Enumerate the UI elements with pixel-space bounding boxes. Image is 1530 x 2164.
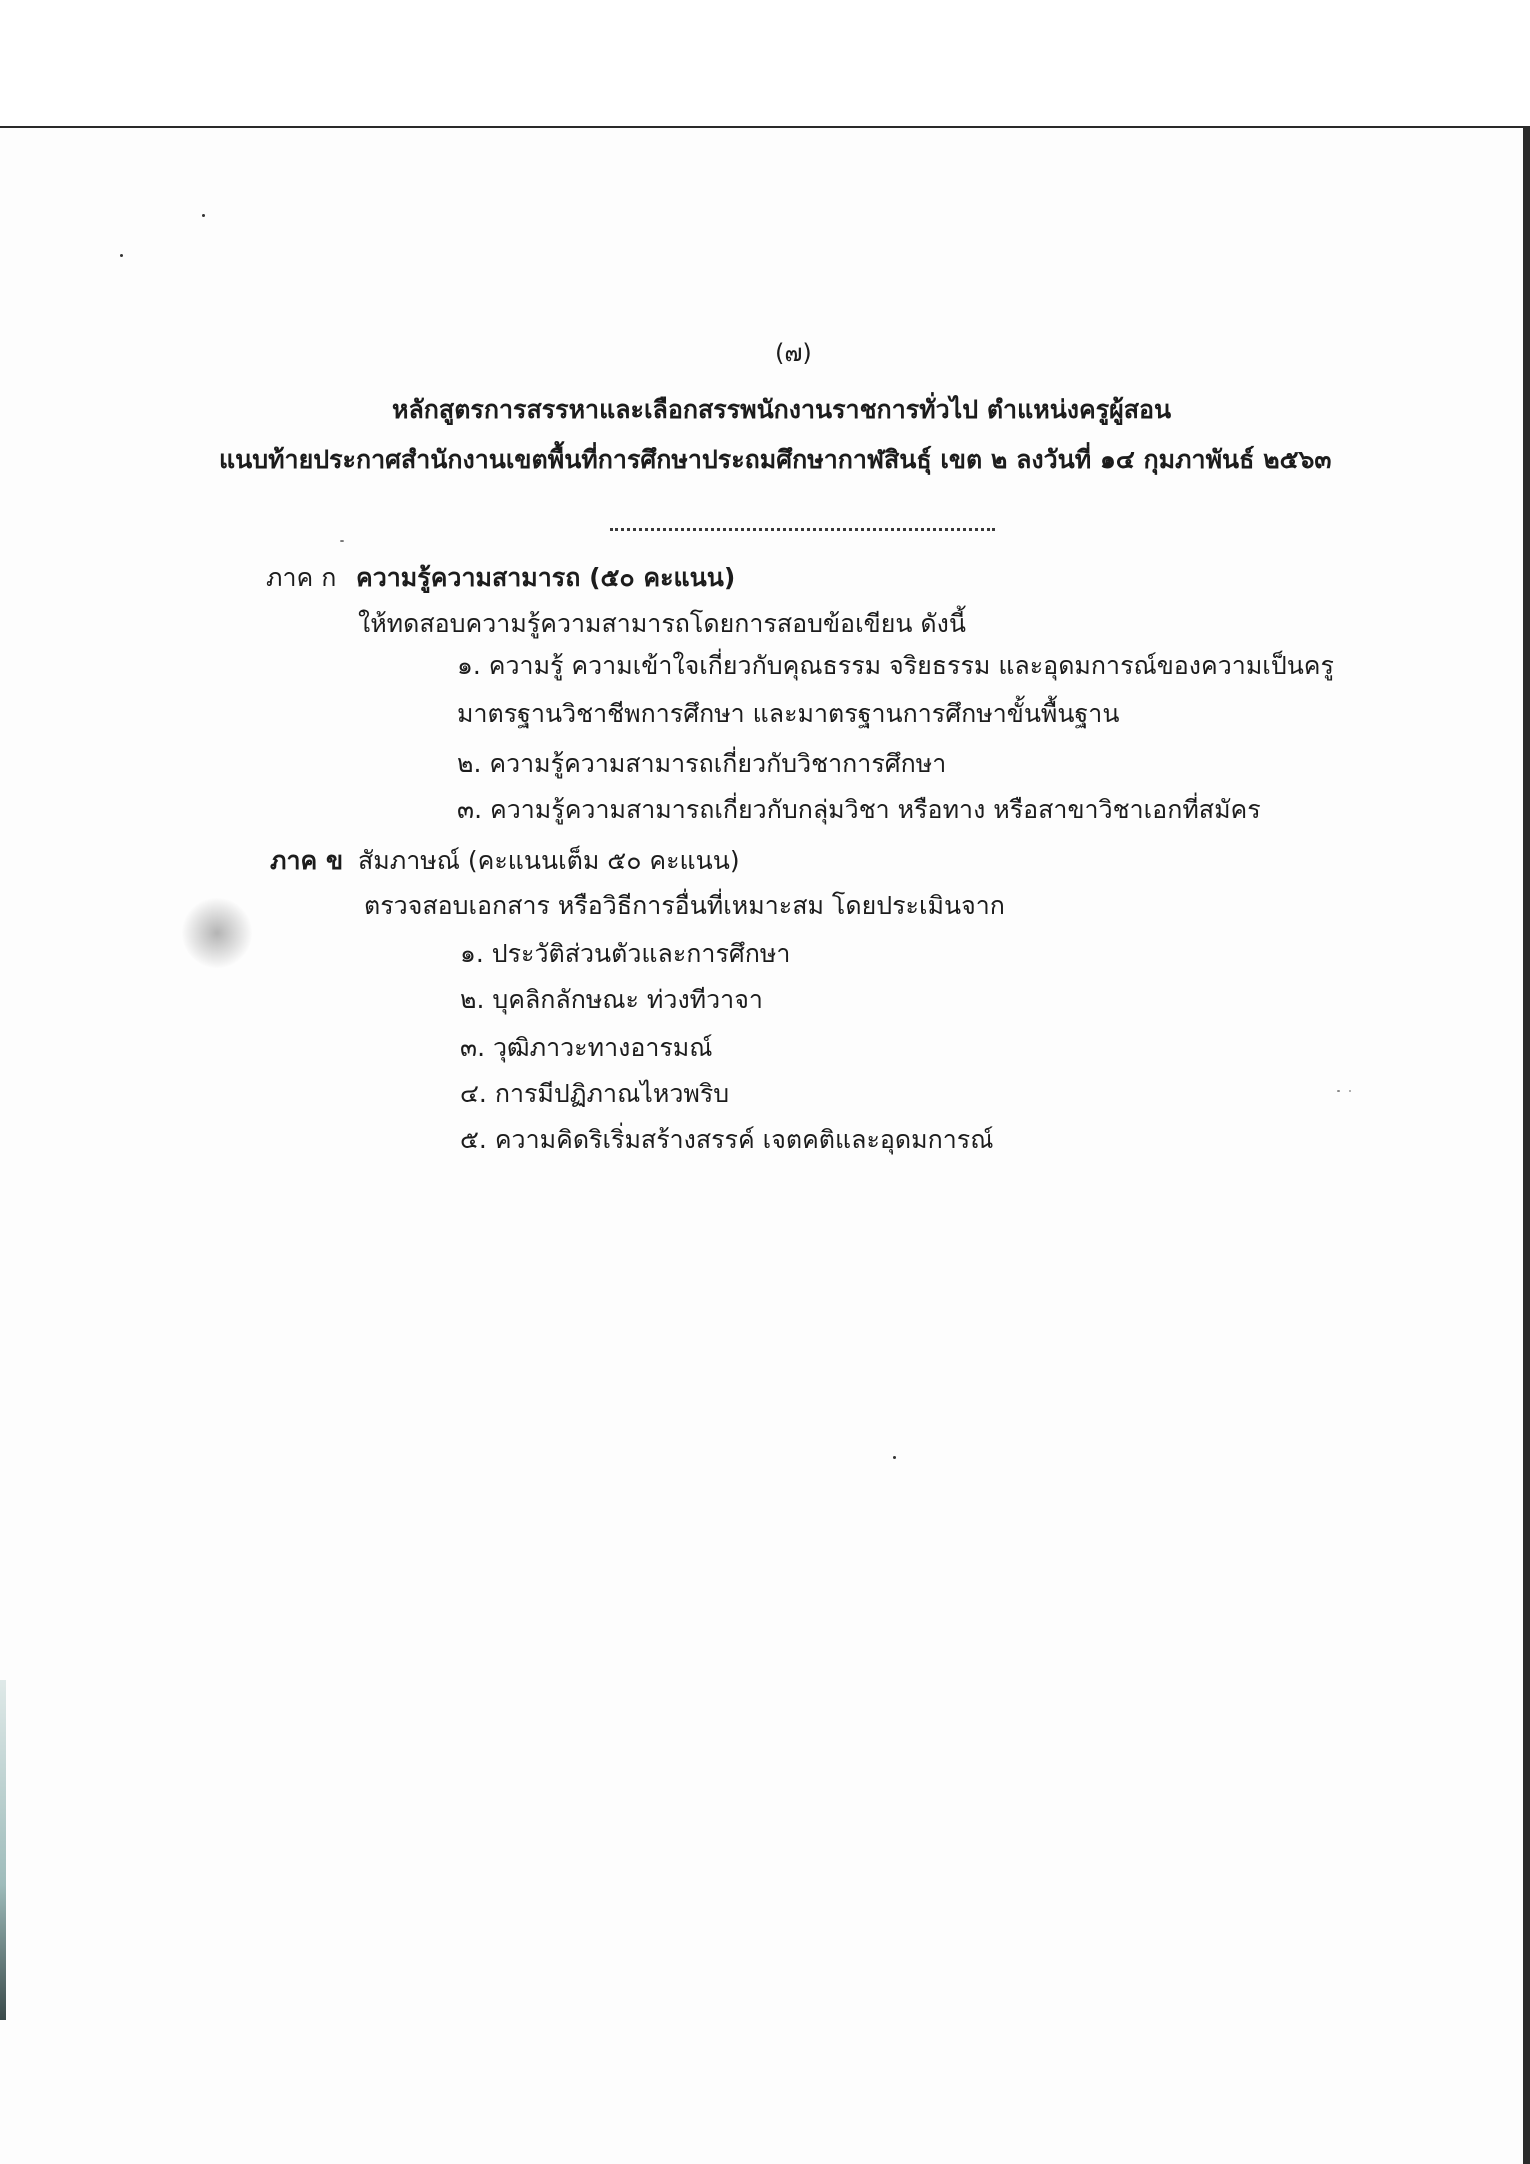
section-a-intro: ให้ทดสอบความรู้ความสามารถโดยการสอบข้อเขียน ดังนี้ (358, 609, 966, 638)
section-a-item-1: ๑. ความรู้ ความเข้าใจเกี่ยวกับคุณธรรม จริยธรรม และอุดมการณ์ของความเป็นครู (457, 651, 1334, 680)
section-b-item-3: ๓. วุฒิภาวะทางอารมณ์ (460, 1033, 713, 1062)
section-a-item-2: ๒. ความรู้ความสามารถเกี่ยวกับวิชาการศึกษา (457, 749, 947, 778)
section-a-part-label: ภาค ก (266, 563, 337, 592)
scan-speck (1337, 1090, 1340, 1092)
section-a-title: ความรู้ความสามารถ (๕๐ คะแนน) (356, 563, 736, 592)
dotted-divider (610, 514, 995, 531)
scan-speck (893, 1456, 896, 1459)
section-b-item-4: ๔. การมีปฏิภาณไหวพริบ (460, 1079, 730, 1108)
scan-top-margin (0, 0, 1530, 128)
scan-speck (1349, 1090, 1351, 1092)
section-b-part-label: ภาค ข (270, 846, 344, 875)
scan-right-edge (1523, 126, 1530, 2164)
section-b-heading (270, 845, 740, 877)
section-a-item-1-continued: มาตรฐานวิชาชีพการศึกษา และมาตรฐานการศึกษาขั้นพื้นฐาน (457, 699, 1120, 728)
section-b-title: สัมภาษณ์ (คะแนนเต็ม ๕๐ คะแนน) (358, 846, 740, 875)
section-b-intro: ตรวจสอบเอกสาร หรือวิธีการอื่นที่เหมาะสม โดยประเมินจาก (364, 891, 1005, 920)
section-a-heading (266, 562, 735, 594)
scan-smudge (182, 898, 252, 968)
scan-left-edge (0, 1680, 6, 2020)
document-subtitle: แนบท้ายประกาศสำนักงานเขตพื้นที่การศึกษาประถมศึกษากาฬสินธุ์ เขต ๒ ลงวันที่ ๑๔ กุมภาพันธ์ ๒๕๖๓ (219, 445, 1332, 474)
page-number: (๗) (775, 339, 812, 367)
scan-speck (340, 540, 344, 542)
section-a-item-3: ๓. ความรู้ความสามารถเกี่ยวกับกลุ่มวิชา หรือทาง หรือสาขาวิชาเอกที่สมัคร (457, 795, 1261, 824)
scan-speck (120, 254, 123, 257)
scan-speck (202, 214, 205, 217)
section-b-item-1: ๑. ประวัติส่วนตัวและการศึกษา (460, 939, 791, 968)
section-b-item-5: ๕. ความคิดริเริ่มสร้างสรรค์ เจตคติและอุดมการณ์ (460, 1125, 994, 1154)
document-title: หลักสูตรการสรรหาและเลือกสรรพนักงานราชการทั่วไป ตำแหน่งครูผู้สอน (392, 395, 1172, 424)
section-b-item-2: ๒. บุคลิกลักษณะ ท่วงทีวาจา (460, 985, 763, 1014)
